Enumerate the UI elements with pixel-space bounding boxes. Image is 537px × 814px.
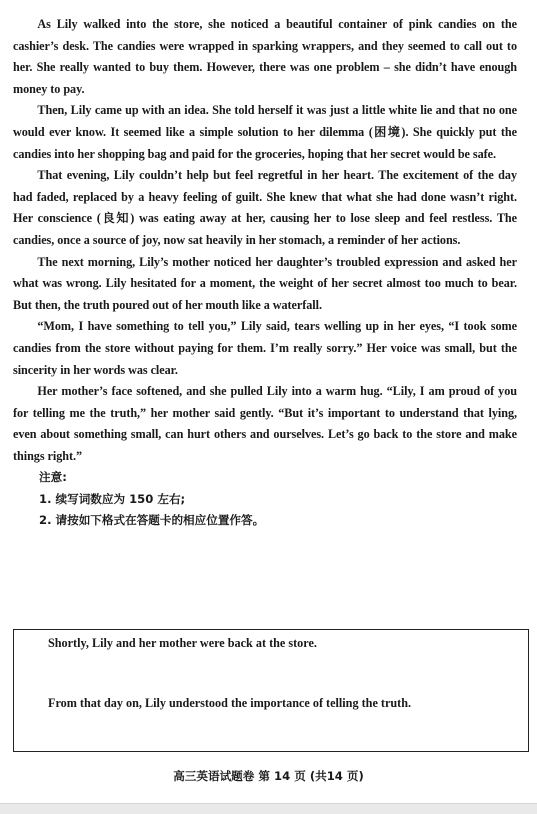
passage — [13, 14, 517, 467]
page-footer: 高三英语试题卷 第 14 页 (共14 页) — [173, 769, 364, 783]
notes-heading: 注意: — [39, 470, 67, 485]
passage-paragraph-1: As Lily walked into the store, she noticed a beautiful container of pink candies on the cashier’s desk. The candies were wrapped in sparking wrappers, and they seemed to call out to her. She really wanted to buy them. However, there was one problem – she didn’t have enough money to pay. — [13, 17, 517, 96]
passage-paragraph-2: Then, Lily came up with an idea. She told herself it was just a little white lie and that no one would ever know. It seemed like a simple solution to her dilemma (困境). She quickly put the candies into her shopping bag and paid for the groceries, hoping that her secret would be safe. — [13, 103, 517, 161]
passage-paragraph-6: Her mother’s face softened, and she pulled Lily into a warm hug. “Lily, I am proud of you for telling me the truth,” her mother said gently. “But it’s important to understand that lying, even about something small, can hurt others and ourselves. Let’s go back to the store and make things right.” — [13, 384, 517, 463]
notes-item-word-count: 1. 续写词数应为 150 左右; — [39, 491, 186, 506]
answer-box-first-line: Shortly, Lily and her mother were back at the store. — [48, 636, 317, 650]
answer-box — [13, 629, 529, 752]
notes-item-format: 2. 请按如下格式在答题卡的相应位置作答。 — [39, 513, 265, 528]
passage-paragraph-3: That evening, Lily couldn’t help but feel regretful in her heart. The excitement of the day had faded, replaced by a heavy feeling of guilt. She knew that what she had done wasn’t right. Her conscience (良知) was eating away at her, causing her to lose sleep and feel restless. The candies, once a source of joy, now sat heavily in her stomach, a reminder of her actions. — [13, 168, 517, 247]
writing-notes — [13, 467, 517, 531]
viewer-bottom-strip — [0, 803, 537, 814]
passage-paragraph-5: “Mom, I have something to tell you,” Lily said, tears welling up in her eyes, “I took some candies from the store without paying for them. I’m really sorry.” Her voice was small, but the sincerity in her words was clear. — [13, 319, 517, 377]
answer-box-second-line: From that day on, Lily understood the importance of telling the truth. — [48, 696, 412, 710]
passage-paragraph-4: The next morning, Lily’s mother noticed her daughter’s troubled expression and asked her what was wrong. Lily hesitated for a moment, the weight of her secret almost too much to bear. But then, the truth poured out of her mouth like a waterfall. — [13, 254, 517, 312]
